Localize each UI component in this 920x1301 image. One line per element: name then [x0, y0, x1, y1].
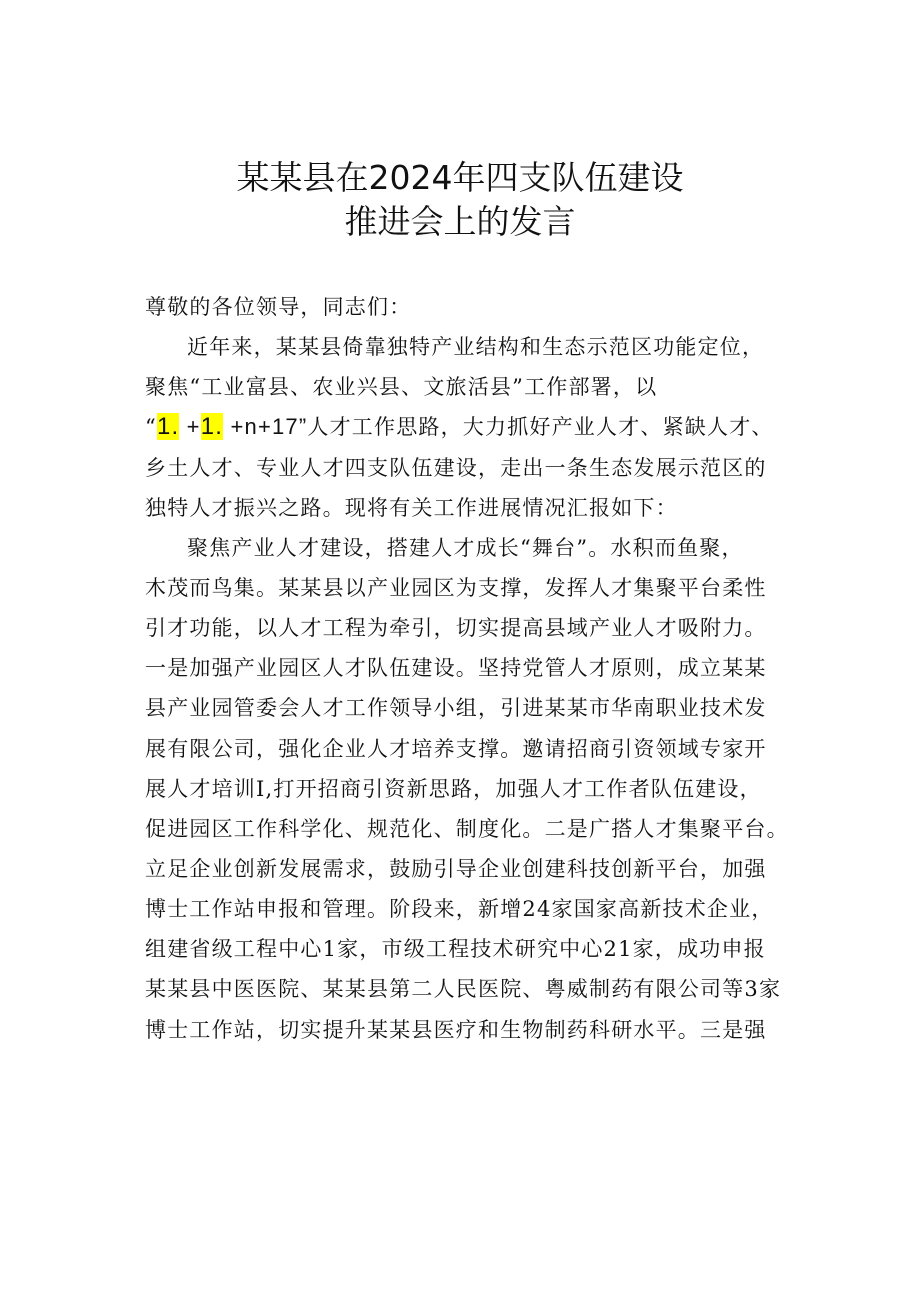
paragraph-line: 聚焦产业人才建设，搭建人才成长“舞台”。水积而鱼聚，: [187, 535, 744, 560]
paragraph-line: 乡土人才、专业人才四支队伍建设，走出一条生态发展示范区的: [145, 455, 767, 480]
document-title-line-1: 某某县在2024年四支队伍建设: [236, 158, 684, 197]
paragraph-line: 近年来，某某县倚靠独特产业结构和生态示范区功能定位，: [187, 335, 765, 360]
paragraph-line-with-highlight: [145, 407, 815, 447]
paragraph-line: 博士工作站申报和管理。阶段来，新增24家国家高新技术企业，: [145, 897, 774, 922]
plus-text: +: [179, 414, 201, 440]
formula-text: +n+17”: [223, 414, 308, 440]
document-body: [145, 287, 815, 1050]
paragraph-line: 促进园区工作科学化、规范化、制度化。二是广搭人才集聚平台。: [145, 816, 789, 841]
paragraph-line: 县产业园管委会人才工作领导小组，引进某某市华南职业技术发: [145, 696, 767, 721]
paragraph-line: 引才功能，以人才工程为牵引，切实提高县域产业人才吸附力。: [145, 616, 767, 641]
paragraph-line: 木茂而鸟集。某某县以产业园区为支撑，发挥人才集聚平台柔性: [145, 575, 767, 600]
paragraph-line: 独特人才振兴之路。现将有关工作进展情况汇报如下：: [145, 495, 678, 520]
highlighted-text: 1.: [200, 413, 224, 441]
paragraph-line: 一是加强产业园区人才队伍建设。坚持党管人才原则，成立某某: [145, 656, 767, 681]
paragraph-line: 立足企业创新发展需求，鼓励引导企业创建科技创新平台，加强: [145, 856, 767, 881]
highlighted-text: 1.: [156, 413, 180, 441]
paragraph-line: 展人才培训I,打开招商引资新思路，加强人才工作者队伍建设，: [145, 776, 762, 801]
document-title-line-2: 推进会上的发言: [344, 202, 576, 241]
line-text: 人才工作思路，大力抓好产业人才、紧缺人才、: [307, 415, 774, 440]
paragraph-line: 聚焦“工业富县、农业兴县、文旅活县”工作部署，以: [145, 375, 658, 400]
paragraph-line: 某某县中医医院、某某县第二人民医院、粤威制药有限公司等3家: [145, 977, 782, 1002]
paragraph-line: 博士工作站，切实提升某某县医疗和生物制药科研水平。三是强: [145, 1017, 767, 1042]
salutation: 尊敬的各位领导，同志们：: [145, 295, 412, 319]
paragraph-line: 展有限公司，强化企业人才培养支撑。邀请招商引资领域专家开: [145, 736, 767, 761]
paragraph-line: 组建省级工程中心1家，市级工程技术研究中心21家，成功申报: [145, 937, 766, 962]
open-quote: “: [145, 415, 157, 440]
